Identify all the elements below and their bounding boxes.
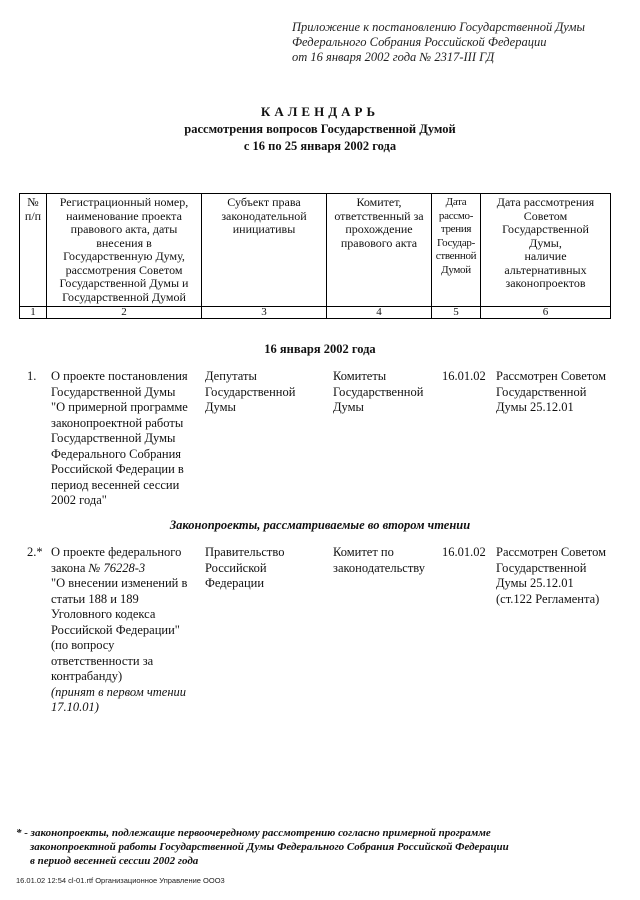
document-period: с 16 по 25 января 2002 года — [243, 139, 397, 153]
header-col-committee: Комитет, ответственный за прохождение правового акта — [327, 194, 432, 307]
column-number: 6 — [481, 307, 611, 319]
header-row — [20, 194, 611, 307]
section-date-heading: 16 января 2002 года — [264, 342, 376, 356]
column-number: 4 — [327, 307, 432, 319]
document-title: КАЛЕНДАРЬ — [260, 104, 380, 119]
bill-number: № 76228-3 — [88, 560, 146, 575]
header-numbers-row — [20, 307, 611, 319]
item-number: 2.* — [27, 545, 43, 559]
item-council: Рассмотрен Советом Государственной Думы 25.12.01 (ст.122 Регламента) — [496, 545, 607, 606]
item-name: О проекте постановления Государственной Думы "О примерной программе законопроектной работы Государственной Думы Федерального Собрания Российской Федерации в период весенней сессии 2002 года" — [51, 369, 188, 507]
appendix-heading — [292, 20, 585, 65]
calendar-header-table — [19, 193, 611, 319]
appendix-line: Приложение к постановлению Государственной Думы — [292, 20, 585, 34]
column-number: 2 — [47, 307, 202, 319]
section-second-reading-heading: Законопроекты, рассматриваемые во втором чтении — [169, 518, 471, 532]
document-subtitle: рассмотрения вопросов Государственной Думой — [184, 122, 456, 136]
item-date: 16.01.02 — [442, 369, 486, 383]
print-footer: 16.01.02 12:54 cl-01.rtf Организационное Управление ООО3 — [16, 876, 225, 885]
first-reading-note: 17.10.01) — [51, 700, 99, 714]
header-col-subject: Субъект права законодательной инициативы — [202, 194, 327, 307]
column-number: 1 — [20, 307, 47, 319]
item-date: 16.01.02 — [442, 545, 486, 559]
header-col-number: № п/п — [20, 194, 47, 307]
header-col-council: Дата рассмотрения Советом Государственной Думы, наличие альтернативных законопроектов — [481, 194, 611, 307]
item-committee: Комитет по законодательству — [333, 545, 426, 575]
first-reading-note: (принят в первом чтении — [51, 684, 187, 699]
header-col-date: Дата рассмо- трения Государ- ственной Думой — [432, 194, 481, 307]
item-council: Рассмотрен Советом Государственной Думы 25.12.01 — [496, 369, 607, 414]
item-subject: Правительство Российской Федерации — [205, 545, 285, 590]
item-name: О проекте федерального закона № 76228-3 "О внесении изменений в статьи 188 и 189 Уголовного кодекса Российской Федерации" (по вопросу ответственности за контрабанду) (принят в первом чтении 17.10.01) — [51, 545, 201, 716]
footnote: * - законопроекты, подлежащие первоочередному рассмотрению согласно примерной программе законопроектной работы Государственной Думы Федерального Собрания Российской Федерации в период весенней сессии 2002 года — [16, 827, 509, 867]
item-number: 1. — [27, 369, 37, 383]
item-committee: Комитеты Государственной Думы — [333, 369, 424, 414]
item-subject: Депутаты Государственной Думы — [205, 369, 296, 414]
column-number: 3 — [202, 307, 327, 319]
header-col-registration: Регистрационный номер, наименование проекта правового акта, даты внесения в Государственную Думу, рассмотрения Советом Государственной Думы и Государственной Думой — [47, 194, 202, 307]
column-number: 5 — [432, 307, 481, 319]
appendix-line: Федерального Собрания Российской Федерации — [292, 35, 547, 49]
appendix-line: от 16 января 2002 года № 2317-III ГД — [292, 50, 495, 64]
